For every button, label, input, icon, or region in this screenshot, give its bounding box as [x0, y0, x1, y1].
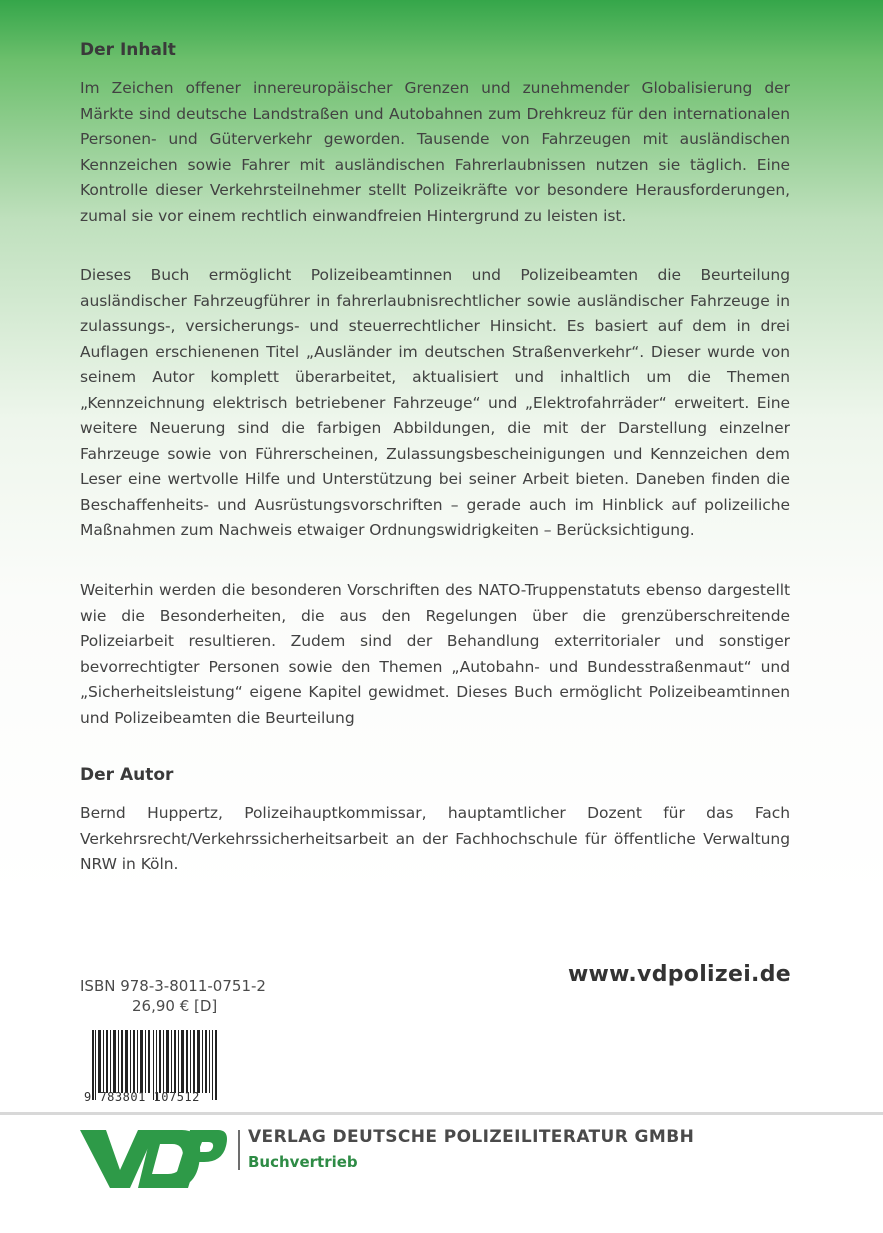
publisher-name: VERLAG DEUTSCHE POLIZEILITERATUR GMBH [248, 1127, 695, 1147]
isbn-number: ISBN 978-3-8011-0751-2 [80, 977, 266, 995]
publisher-separator [238, 1130, 240, 1170]
footer-divider [0, 1112, 883, 1115]
author-paragraph: Bernd Huppertz, Polizeihauptkommissar, hauptamtlicher Dozent für das Fach Verkehrsrecht/Verkehrssicherheitsarbeit an der Fachhochschule für öffentliche Verwaltung NRW in Köln. [80, 804, 790, 873]
content-paragraph-2: Dieses Buch ermöglicht Polizeibeamtinnen und Polizeibeamten die Beurteilung ausländischer Fahrzeugführer in fahrerlaubnisrechtlicher sowie ausländischer Fahrzeuge in zulassungs-, versicherungs- und steuerrechtlicher Hinsicht. Es basiert auf dem in drei Auflagen erschienenen Titel „Ausländer im deutschen Straßenverkehr“. Dieser wurde von seinem Autor komplett überarbeitet, aktualisiert und inhaltlich um die Themen „Kennzeichnung elektrisch betriebener Fahrzeuge“ und „Elektrofahrräder“ erweitert. Eine weitere Neuerung sind die farbigen Abbildungen, die mit der Darstellung einzelner Fahrzeuge sowie von Führerscheinen, Zulassungsbescheinigungen und Kennzeichen dem Leser eine wertvolle Hilfe und Unterstützung bei seiner Arbeit bieten. Daneben finden die Beschaffenheits- und Ausrüstungsvorschriften – gerade auch im Hinblick auf polizeiliche Maßnahmen zum Nachweis etwaiger Ordnungswidrigkeiten – Berücksichtigung. [80, 266, 790, 539]
content-paragraph-1: Im Zeichen offener innereuropäischer Grenzen und zunehmender Globalisierung der Märkte sind deutsche Landstraßen und Autobahnen zum Drehkreuz für den internationalen Personen- und Güterverkehr geworden. Tausende von Fahrzeugen mit ausländischen Kennzeichen sowie Fahrer mit ausländischen Fahrerlaubnissen nutzen sie täglich. Eine Kontrolle dieser Verkehrsteilnehmer stellt Polizeikräfte vor besondere Herausforderungen, zumal sie vor einem rechtlich einwandfreien Hintergrund zu leisten ist. [80, 79, 790, 225]
vdp-logo-icon [80, 1126, 228, 1192]
publisher-subtitle: Buchvertrieb [248, 1153, 358, 1171]
website-url[interactable]: www.vdpolizei.de [567, 962, 791, 987]
barcode-digits: 9 783801 107512 [84, 1090, 200, 1104]
content-heading: Der Inhalt [80, 40, 176, 60]
price: 26,90 € [D] [132, 997, 218, 1015]
author-heading: Der Autor [80, 765, 174, 785]
content-paragraph-3: Weiterhin werden die besonderen Vorschriften des NATO-Truppenstatuts ebenso dargestellt wie die Besonderheiten, die aus den Regelungen über die grenzüberschreitende Polizeiarbeit resultieren. Zudem sind der Behandlung exterritorialer und sonstiger bevorrechtigter Personen sowie den Themen „Autobahn- und Bundesstraßenmaut“ und „Sicherheitsleistung“ eigene Kapitel gewidmet. Dieses Buch ermöglicht Polizeibeamtinnen und Polizeibeamten die Beurteilung [80, 581, 790, 727]
